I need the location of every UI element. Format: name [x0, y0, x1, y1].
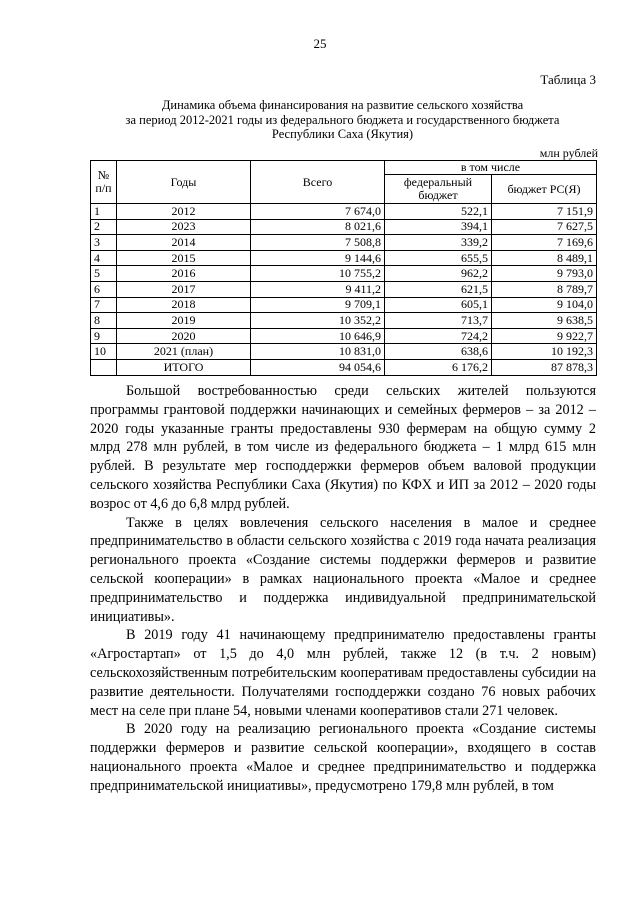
- table-label: Таблица 3: [540, 72, 596, 87]
- row-regional: 9 922,7: [492, 328, 597, 344]
- row-regional: 10 192,3: [492, 344, 597, 360]
- paragraph: Также в целях вовлечения сельского населения в малое и среднее предпринимательство в области сельского хозяйства с 2019 года начата реализация регионального проекта «Создание системы поддержки фермеров и развитие сельской кооперации» в рамках национального проекта «Малое и среднее предпринимательство и поддержка индивидуальной предпринимательской инициативы».: [90, 514, 596, 625]
- table-row: [91, 204, 597, 220]
- table-row: [91, 235, 597, 251]
- table-total-row: [91, 359, 597, 375]
- table-row: [91, 281, 597, 297]
- paragraph: В 2020 году на реализацию регионального проекта «Создание системы поддержки фермеров и развитие сельской кооперации», входящего в состав национального проекта «Малое и среднее предпринимательство и поддержка предпринимательской инициативы», предусмотрено 179,8 млн рублей, в том: [90, 721, 596, 794]
- row-num: 4: [91, 250, 117, 266]
- row-regional: 9 638,5: [492, 313, 597, 329]
- row-regional: 7 627,5: [492, 219, 597, 235]
- table-row: [91, 266, 597, 282]
- row-total: 10 646,9: [251, 328, 385, 344]
- financing-table: [90, 160, 597, 376]
- header-regional: бюджет РС(Я): [492, 175, 597, 204]
- row-federal: 522,1: [385, 204, 492, 220]
- row-year: 2014: [117, 235, 251, 251]
- row-total: 8 021,6: [251, 219, 385, 235]
- row-federal: 713,7: [385, 313, 492, 329]
- row-num: 5: [91, 266, 117, 282]
- table-row: [91, 250, 597, 266]
- table-row: [91, 313, 597, 329]
- total-label: ИТОГО: [117, 359, 251, 375]
- header-federal: федеральный бюджет: [385, 175, 492, 204]
- table-caption: [90, 98, 595, 142]
- row-federal: 621,5: [385, 281, 492, 297]
- row-year: 2020: [117, 328, 251, 344]
- row-year: 2023: [117, 219, 251, 235]
- header-total: Всего: [251, 161, 385, 204]
- row-year: 2015: [117, 250, 251, 266]
- caption-line: Динамика объема финансирования на развитие сельского хозяйства: [161, 98, 524, 112]
- row-federal: 605,1: [385, 297, 492, 313]
- total-total: 94 054,6: [251, 359, 385, 375]
- row-total: 10 352,2: [251, 313, 385, 329]
- row-num: 10: [91, 344, 117, 360]
- row-num: 8: [91, 313, 117, 329]
- unit-label: млн рублей: [539, 146, 598, 160]
- row-year: 2018: [117, 297, 251, 313]
- header-including: в том числе: [385, 161, 597, 175]
- total-federal: 6 176,2: [385, 359, 492, 375]
- row-federal: 724,2: [385, 328, 492, 344]
- row-total: 9 144,6: [251, 250, 385, 266]
- row-total: 9 709,1: [251, 297, 385, 313]
- row-federal: 962,2: [385, 266, 492, 282]
- row-regional: 8 789,7: [492, 281, 597, 297]
- row-federal: 655,5: [385, 250, 492, 266]
- header-num: № п/п: [91, 161, 117, 204]
- row-total: 7 508,8: [251, 235, 385, 251]
- paragraph: Большой востребованностью среди сельских жителей пользуются программы грантовой поддержки начинающих и семейных фермеров – за 2012 – 2020 годы указанные гранты предоставлены 930 фермерам на общую сумму 2 млрд 278 млн рублей, в том числе из федерального бюджета – 1 млрд 615 млн рублей. В результате мер господдержки фермеров объем валовой продукции сельского хозяйства Республики Саха (Якутия) по КФХ и ИП за 2012 – 2020 годы возрос от 4,6 до 6,8 млрд рублей.: [90, 383, 596, 512]
- paragraph: В 2019 году 41 начинающему предпринимателю предоставлены гранты «Агростартап» от 1,5 до 4,0 млн рублей, также 12 (в т.ч. 2 новым) сельскохозяйственным потребительским кооперативам предоставлены субсидии на развитие деятельности. Получателями господдержки создано 76 новых рабочих мест на селе при плане 54, новыми членами кооперативов стали 271 человек.: [90, 627, 596, 719]
- row-federal: 638,6: [385, 344, 492, 360]
- total-empty-cell: [91, 359, 117, 375]
- row-num: 7: [91, 297, 117, 313]
- row-regional: 7 151,9: [492, 204, 597, 220]
- caption-line: Республики Саха (Якутия): [271, 127, 414, 141]
- row-total: 9 411,2: [251, 281, 385, 297]
- table-row: [91, 297, 597, 313]
- header-years: Годы: [117, 161, 251, 204]
- table-row: [91, 328, 597, 344]
- row-year: 2019: [117, 313, 251, 329]
- row-total: 7 674,0: [251, 204, 385, 220]
- row-federal: 339,2: [385, 235, 492, 251]
- row-total: 10 831,0: [251, 344, 385, 360]
- row-num: 2: [91, 219, 117, 235]
- row-num: 3: [91, 235, 117, 251]
- table-row: [91, 219, 597, 235]
- page-number: 25: [313, 36, 327, 51]
- row-federal: 394,1: [385, 219, 492, 235]
- row-regional: 8 489,1: [492, 250, 597, 266]
- row-year: 2016: [117, 266, 251, 282]
- row-year: 2017: [117, 281, 251, 297]
- row-num: 1: [91, 204, 117, 220]
- row-total: 10 755,2: [251, 266, 385, 282]
- caption-line: за период 2012-2021 годы из федерального бюджета и государственного бюджета: [125, 112, 560, 127]
- row-regional: 7 169,6: [492, 235, 597, 251]
- body-text: [90, 382, 596, 796]
- total-regional: 87 878,3: [492, 359, 597, 375]
- row-num: 9: [91, 328, 117, 344]
- row-regional: 9 793,0: [492, 266, 597, 282]
- row-year: 2012: [117, 204, 251, 220]
- table-row: [91, 344, 597, 360]
- row-regional: 9 104,0: [492, 297, 597, 313]
- row-year: 2021 (план): [117, 344, 251, 360]
- row-num: 6: [91, 281, 117, 297]
